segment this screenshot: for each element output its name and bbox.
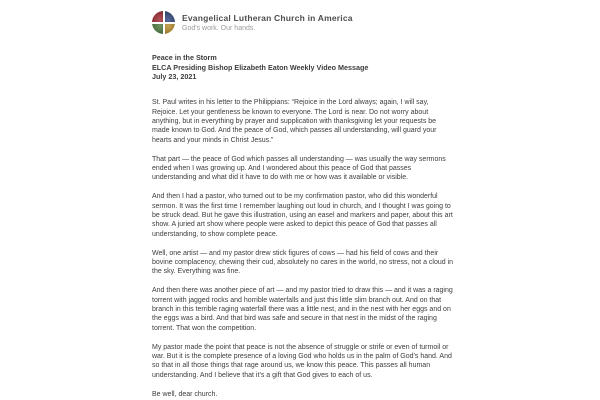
paragraph-4: Well, one artist — and my pastor drew stick figures of cows — had his field of cows and their bovine complacency, chewing their cud, absolutely no cares in the world, no stress, not a cloud in the sky. Everything was fine. [152, 249, 454, 276]
closing-line: Be well, dear church. [152, 390, 218, 398]
org-name: Evangelical Lutheran Church in America [182, 12, 353, 23]
logo-quadrant-top-right [165, 11, 176, 22]
paragraph-6: My pastor made the point that peace is not the absence of struggle or strife or even of turmoil or war. But it is the complete presence of a loving God who holds us in the palm of God’s hand. And so that in all those things that rage around us, we know this peace. This passes all human understanding. And I believe that it’s a gift that God gives to each of us. [152, 343, 452, 379]
message-body [152, 98, 455, 399]
paragraph-5: And then there was another piece of art — and my pastor tried to draw this — and it was a raging torrent with jagged rocks and horrible waterfalls and just this little slim branch out. And on that branch in this terrible raging waterfall there was a little nest, and in the nest with her eggs and on the eggs was a bird. And that bird was safe and secure in that nest in the midst of the raging torrent. That won the competition. [152, 287, 453, 332]
title-block [152, 53, 455, 82]
message-subtitle: ELCA Presiding Bishop Elizabeth Eaton Weekly Video Message [152, 62, 369, 72]
logo-quadrant-bottom-right [165, 24, 176, 35]
message-title: Peace in the Storm [152, 53, 217, 62]
paragraph-2: That part — the peace of God which passes all understanding — was usually the way sermons ended when I was growing up. And I wondered about this peace of God that passes understanding and what did it have to do with me or how was it available or visible. [152, 155, 446, 182]
message-date: July 23, 2021 [152, 72, 197, 82]
org-brand-text [182, 13, 353, 33]
logo-quadrant-bottom-left [152, 24, 163, 35]
paragraph-1: St. Paul writes in his letter to the Philippians: “Rejoice in the Lord always; again, I will say, Rejoice. Let your gentleness be known to everyone. The Lord is near. Do not worry about anything, but in everything by prayer and supplication with thanksgiving let your requests be made known to God. And the peace of God, which passes all understanding, will guard your hearts and your minds in Christ Jesus.” [152, 99, 437, 144]
org-tagline: God's work. Our hands. [182, 24, 256, 32]
document-content [152, 11, 455, 399]
elca-logo-icon [152, 11, 175, 34]
logo-quadrant-top-left [152, 11, 163, 22]
paragraph-3: And then I had a pastor, who turned out to be my confirmation pastor, who did this wonderful sermon. It was the first time I remember laughing out loud in church, and I thought I was going to be struck dead. But he gave this illustration, using an easel and markers and paper, about this art show. A juried art show where people were asked to depict this peace of God that passes all understanding, to show complete peace. [152, 193, 453, 238]
org-header [152, 11, 455, 34]
